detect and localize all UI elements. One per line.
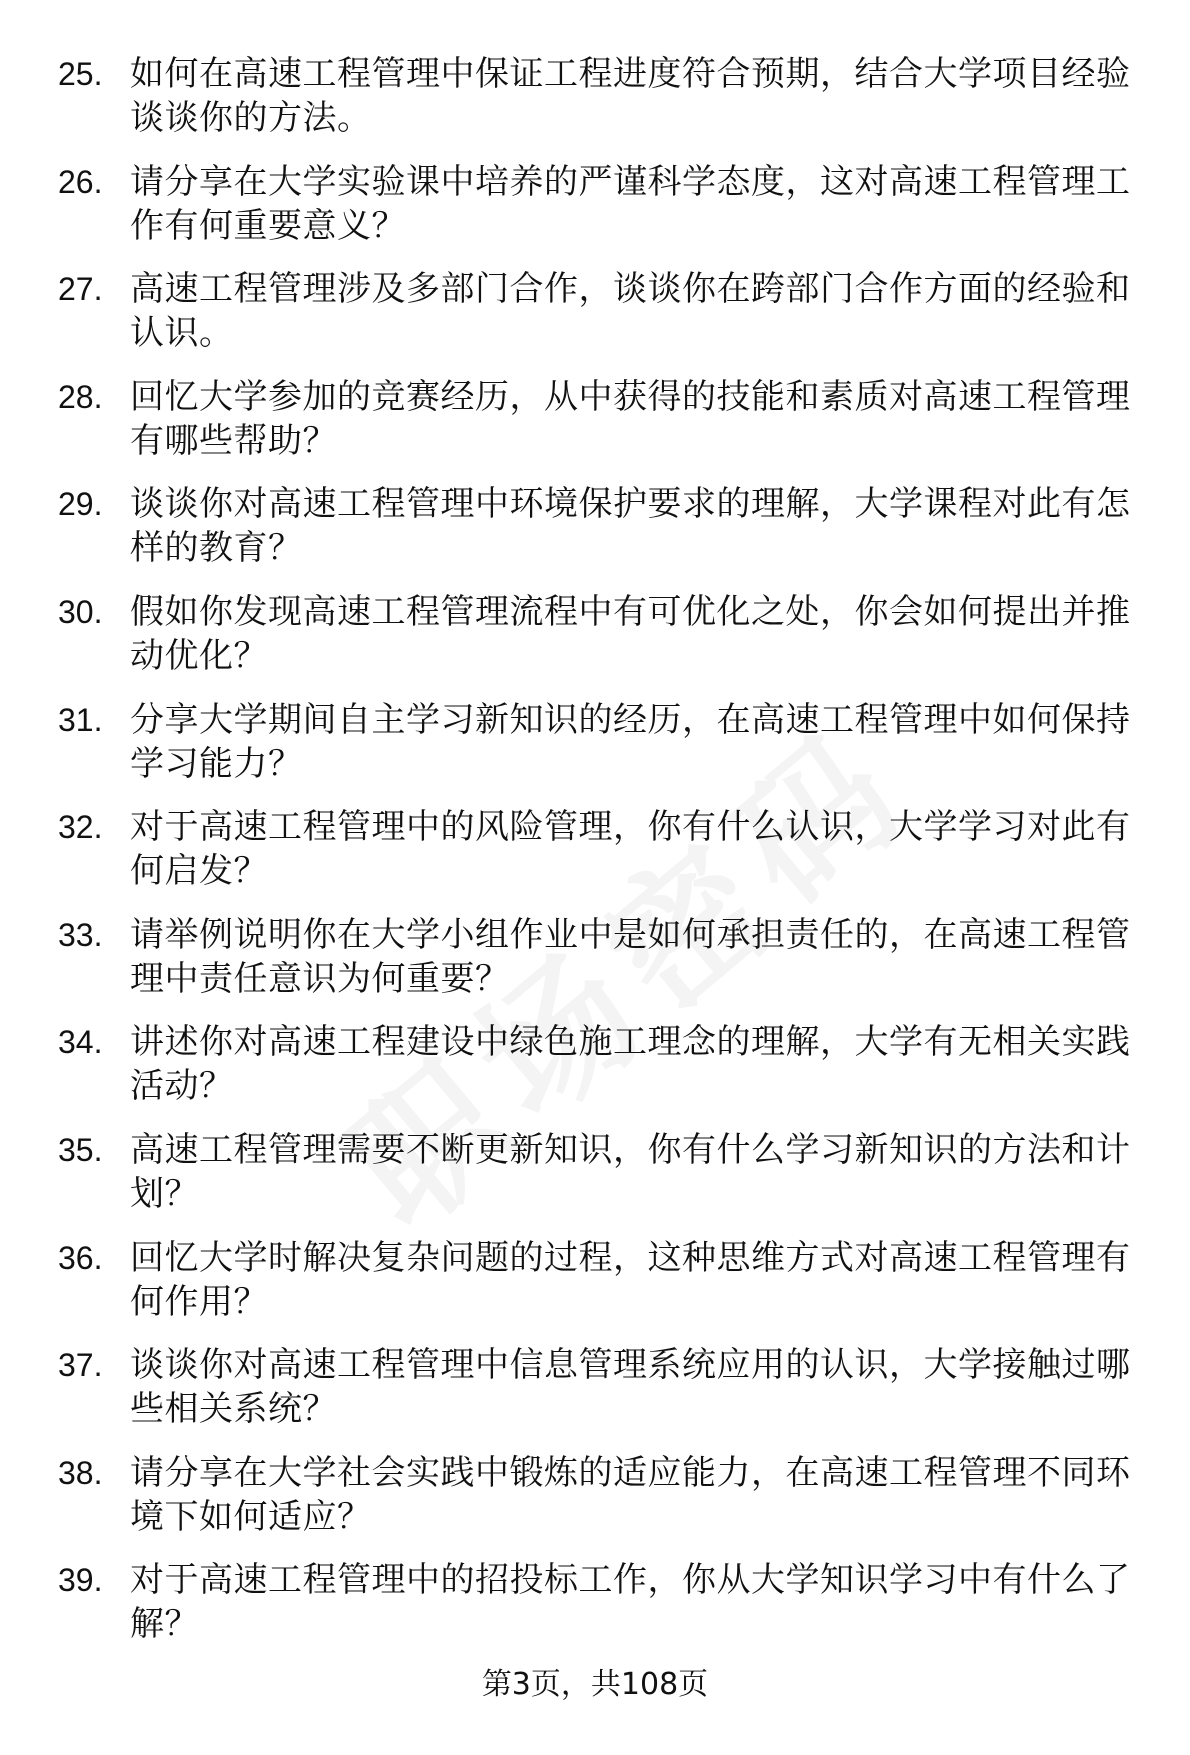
question-item: [58, 52, 1148, 160]
question-text: 高速工程管理涉及多部门合作，谈谈你在跨部门合作方面的经验和认识。: [130, 269, 1131, 354]
question-text: 请分享在大学实验课中培养的严谨科学态度，这对高速工程管理工作有何重要意义？: [130, 161, 1131, 246]
question-text: 请举例说明你在大学小组作业中是如何承担责任的，在高速工程管理中责任意识为何重要？: [130, 914, 1131, 999]
question-item: [58, 1343, 1148, 1451]
question-number: 31.: [58, 701, 103, 738]
question-text: 假如你发现高速工程管理流程中有可优化之处，你会如何提出并推动优化？: [130, 591, 1131, 676]
question-item: [58, 1558, 1148, 1666]
question-text: 谈谈你对高速工程管理中环境保护要求的理解，大学课程对此有怎样的教育？: [130, 484, 1131, 569]
question-number: 33.: [58, 916, 103, 953]
question-item: [58, 375, 1148, 483]
question-item: [58, 267, 1148, 375]
question-number: 28.: [58, 378, 103, 415]
question-number: 27.: [58, 271, 103, 308]
question-number: 36.: [58, 1239, 103, 1276]
question-text: 高速工程管理需要不断更新知识，你有什么学习新知识的方法和计划？: [130, 1129, 1131, 1214]
question-item: [58, 1236, 1148, 1344]
question-number: 26.: [58, 163, 103, 200]
question-number: 32.: [58, 809, 103, 846]
question-text: 请分享在大学社会实践中锻炼的适应能力，在高速工程管理不同环境下如何适应？: [130, 1452, 1131, 1537]
question-number: 30.: [58, 593, 103, 630]
question-text: 回忆大学时解决复杂问题的过程，这种思维方式对高速工程管理有何作用？: [130, 1237, 1131, 1322]
question-number: 35.: [58, 1131, 103, 1168]
question-text: 讲述你对高速工程建设中绿色施工理念的理解，大学有无相关实践活动？: [130, 1022, 1131, 1107]
page-footer: 第3页，共108页: [481, 1667, 709, 1702]
question-item: [58, 482, 1148, 590]
question-item: [58, 1451, 1148, 1559]
question-number: 34.: [58, 1024, 103, 1061]
question-number: 39.: [58, 1562, 103, 1599]
question-item: [58, 698, 1148, 806]
question-item: [58, 1128, 1148, 1236]
question-item: [58, 913, 1148, 1021]
question-list: [58, 52, 1148, 1666]
question-text: 回忆大学参加的竞赛经历，从中获得的技能和素质对高速工程管理有哪些帮助？: [130, 376, 1131, 461]
question-text: 对于高速工程管理中的风险管理，你有什么认识，大学学习对此有何启发？: [130, 807, 1131, 892]
question-item: [58, 805, 1148, 913]
question-text: 谈谈你对高速工程管理中信息管理系统应用的认识，大学接触过哪些相关系统？: [130, 1345, 1131, 1430]
question-number: 38.: [58, 1454, 103, 1491]
question-item: [58, 1020, 1148, 1128]
question-text: 如何在高速工程管理中保证工程进度符合预期，结合大学项目经验谈谈你的方法。: [130, 54, 1131, 138]
question-text: 分享大学期间自主学习新知识的经历，在高速工程管理中如何保持学习能力？: [130, 699, 1131, 784]
question-text: 对于高速工程管理中的招投标工作，你从大学知识学习中有什么了解？: [130, 1560, 1131, 1645]
question-item: [58, 590, 1148, 698]
question-number: 37.: [58, 1347, 103, 1384]
question-item: [58, 160, 1148, 268]
question-number: 29.: [58, 486, 103, 523]
question-number: 25.: [58, 56, 103, 92]
